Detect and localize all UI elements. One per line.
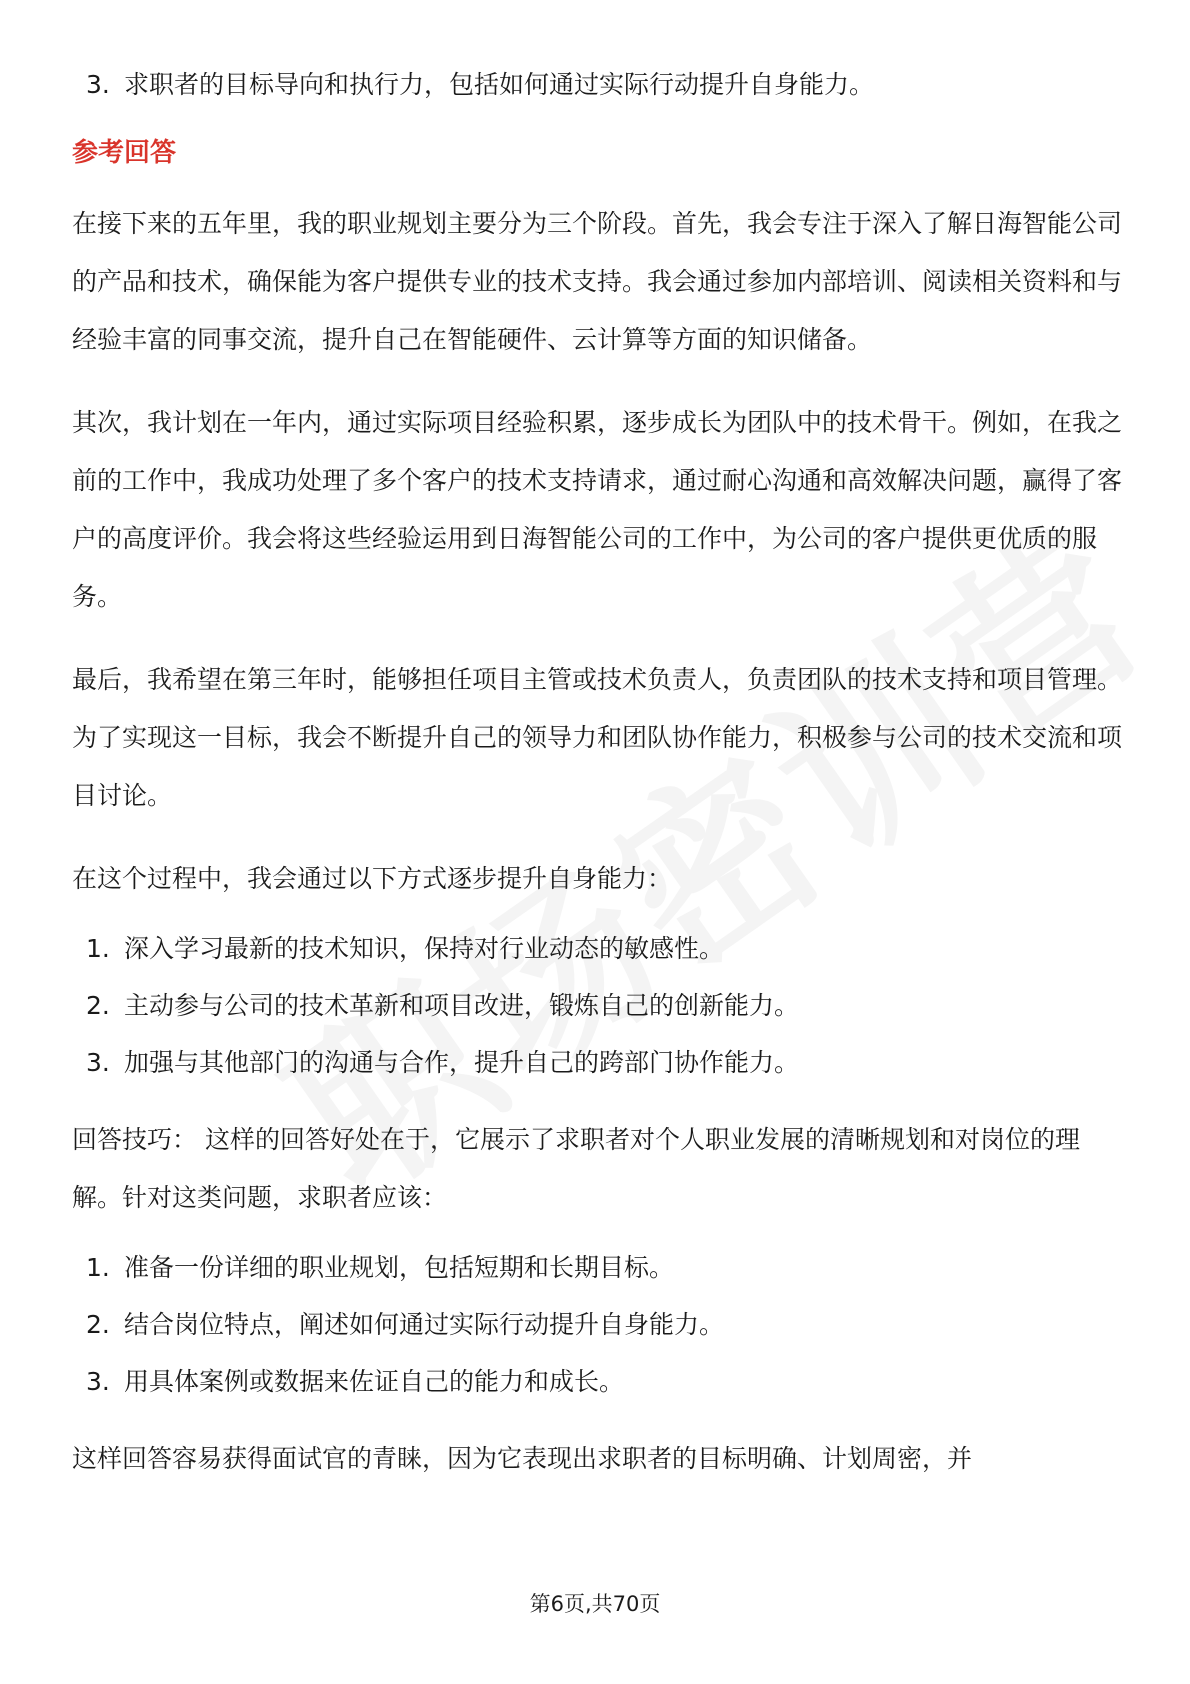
list-item-number: 3. (86, 1048, 110, 1077)
list-item-text: 求职者的目标导向和执行力，包括如何通过实际行动提升自身能力。 (124, 70, 875, 99)
list-item-text: 结合岗位特点，阐述如何通过实际行动提升自身能力。 (124, 1310, 725, 1339)
list-item (72, 1296, 1122, 1353)
list-item-text: 用具体案例或数据来佐证自己的能力和成长。 (124, 1367, 625, 1396)
list-item-text: 主动参与公司的技术革新和项目改进，锻炼自己的创新能力。 (124, 991, 800, 1020)
list-item-text: 加强与其他部门的沟通与合作，提升自己的跨部门协作能力。 (124, 1048, 800, 1077)
list-item-number: 3. (86, 1367, 110, 1396)
list-item (72, 1239, 1122, 1296)
page-number-footer: 第6页,共70页 (529, 1592, 661, 1616)
paragraph-stage-one: 在接下来的五年里，我的职业规划主要分为三个阶段。首先，我会专注于深入了解日海智能公司的产品和技术，确保能为客户提供专业的技术支持。我会通过参加内部培训、阅读相关资料和与经验丰富的同事交流，提升自己在智能硬件、云计算等方面的知识储备。 (72, 209, 1123, 354)
section-heading: 参考回答 (72, 138, 177, 168)
list-item-number: 1. (86, 934, 110, 963)
page-content (72, 56, 1122, 1513)
list-item (72, 977, 1122, 1034)
paragraph-closing: 这样回答容易获得面试官的青睐，因为它表现出求职者的目标明确、计划周密，并 (72, 1444, 973, 1473)
list-item (72, 920, 1122, 977)
top-list (72, 56, 1122, 113)
list-item (72, 1353, 1122, 1410)
paragraph-stage-two: 其次，我计划在一年内，通过实际项目经验积累，逐步成长为团队中的技术骨干。例如，在我之前的工作中，我成功处理了多个客户的技术支持请求，通过耐心沟通和高效解决问题，赢得了客户的高度评价。我会将这些经验运用到日海智能公司的工作中，为公司的客户提供更优质的服务。 (72, 408, 1123, 611)
ability-list (72, 920, 1122, 1091)
list-item-number: 1. (86, 1253, 110, 1282)
list-item-number: 2. (86, 991, 110, 1020)
list-item-number: 3. (86, 70, 110, 99)
list-item-number: 2. (86, 1310, 110, 1339)
list-item-text: 深入学习最新的技术知识，保持对行业动态的敏感性。 (124, 934, 725, 963)
paragraph-stage-three: 最后，我希望在第三年时，能够担任项目主管或技术负责人，负责团队的技术支持和项目管理。为了实现这一目标，我会不断提升自己的领导力和团队协作能力，积极参与公司的技术交流和项目讨论。 (72, 665, 1123, 810)
paragraph-ability-intro: 在这个过程中，我会通过以下方式逐步提升自身能力： (72, 864, 673, 893)
list-item (72, 1034, 1122, 1091)
list-item (72, 56, 1122, 113)
tips-list (72, 1239, 1122, 1410)
list-item-text: 准备一份详细的职业规划，包括短期和长期目标。 (124, 1253, 675, 1282)
paragraph-answer-tips: 回答技巧： 这样的回答好处在于，它展示了求职者对个人职业发展的清晰规划和对岗位的理解。针对这类问题，求职者应该： (72, 1125, 1080, 1212)
